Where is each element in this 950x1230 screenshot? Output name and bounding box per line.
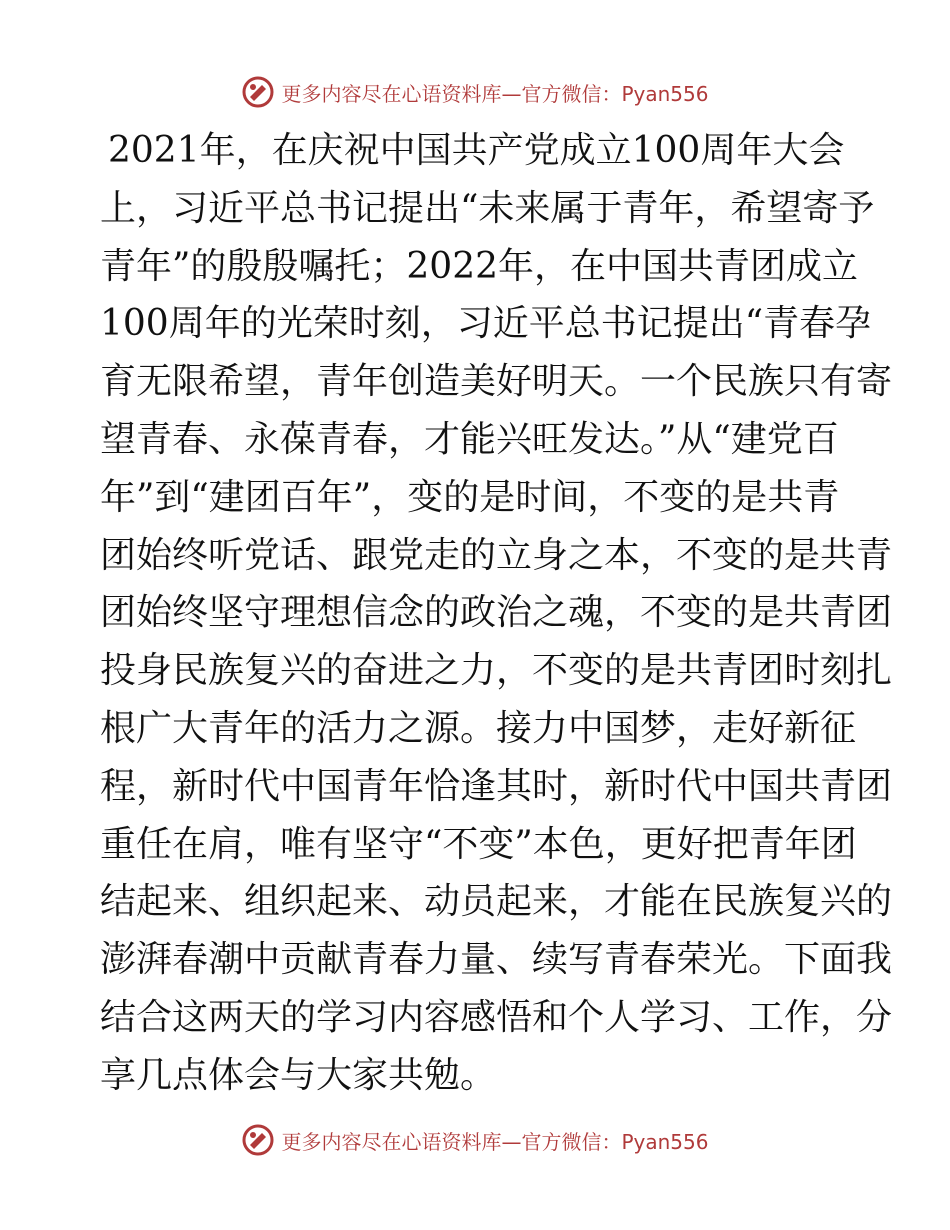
document-body — [100, 122, 893, 1105]
paragraph-line: 结合这两天的学习内容感悟和个人学习、工作，分 — [100, 996, 893, 1038]
paragraph-line: 100周年的光荣时刻，习近平总书记提出“青春孕 — [100, 303, 872, 345]
paragraph-line: 享几点体会与大家共勉。 — [100, 1054, 497, 1096]
header-watermark — [0, 72, 950, 112]
paragraph-line: 重任在肩，唯有坚守“不变”本色，更好把青年团 — [100, 823, 857, 865]
paragraph-line: 上，习近平总书记提出“未来属于青年，希望寄予 — [100, 187, 875, 229]
watermark-text: 更多内容尽在心语资料库—官方微信：Pyan556 — [281, 81, 709, 106]
paragraph-line: 青年”的殷殷嘱托；2022年，在中国共青团成立 — [100, 245, 859, 287]
footer-watermark — [0, 1120, 950, 1160]
paragraph-line: 投身民族复兴的奋进之力，不变的是共青团时刻扎 — [100, 650, 893, 692]
paragraph-line: 望青春、永葆青春，才能兴旺发达。”从“建党百 — [100, 418, 839, 460]
paragraph-line: 程，新时代中国青年恰逢其时，新时代中国共青团 — [100, 765, 893, 807]
watermark-text: 更多内容尽在心语资料库—官方微信：Pyan556 — [281, 1129, 709, 1154]
seal-logo-icon — [241, 75, 275, 109]
seal-logo-icon — [241, 1123, 275, 1157]
paragraph-line: 团始终坚守理想信念的政治之魂，不变的是共青团 — [100, 592, 893, 634]
paragraph-line: 年”到“建团百年”，变的是时间，不变的是共青 — [100, 476, 840, 518]
paragraph-line: 澎湃春潮中贡献青春力量、续写青春荣光。下面我 — [100, 939, 893, 981]
paragraph-line: 2021年，在庆祝中国共产党成立100周年大会 — [108, 130, 845, 171]
paragraph-line: 育无限希望，青年创造美好明天。一个民族只有寄 — [100, 361, 893, 403]
paragraph-line: 根广大青年的活力之源。接力中国梦，走好新征 — [100, 707, 857, 749]
paragraph-line: 结起来、组织起来、动员起来，才能在民族复兴的 — [100, 881, 893, 923]
paragraph-line: 团始终听党话、跟党走的立身之本，不变的是共青 — [100, 534, 893, 576]
